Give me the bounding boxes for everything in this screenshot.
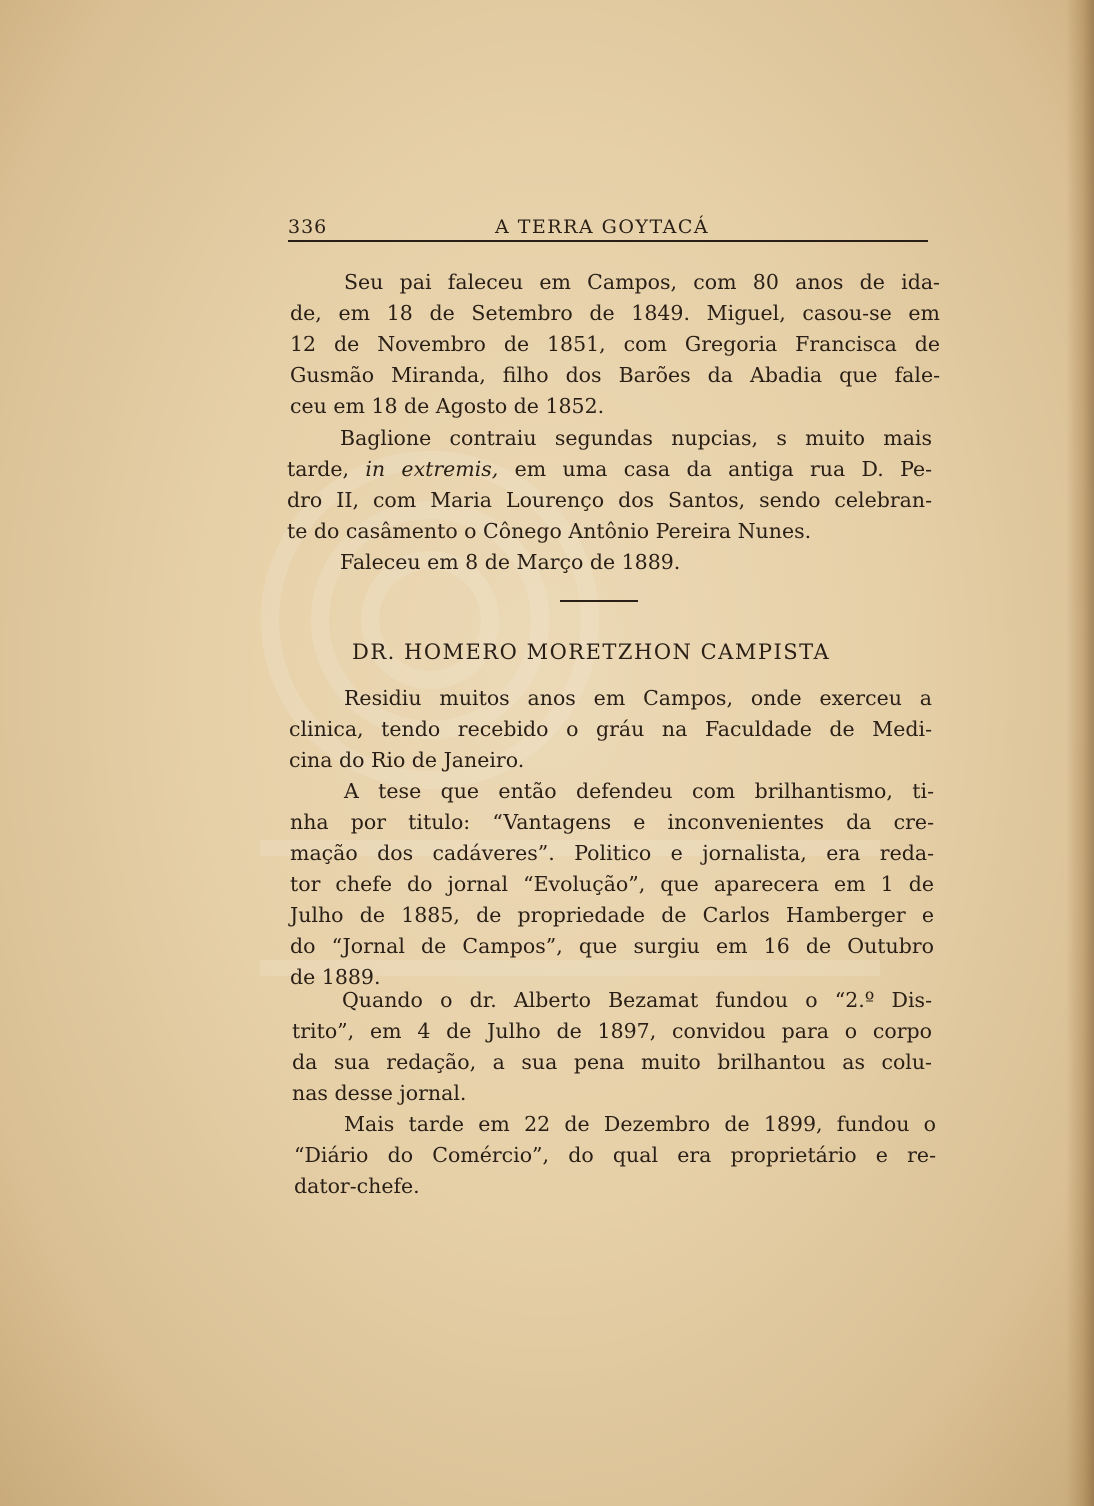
text-line: “Diário do Comércio”, do qual era proprietário e re- [294,1143,936,1167]
section-title: DR. HOMERO MORETZHON CAMPISTA [352,640,831,664]
page-edge-shadow [1066,0,1094,1506]
text-line: da sua redação, a sua pena muito brilhantou as colu- [292,1050,932,1074]
running-title: A TERRA GOYTACÁ [495,216,710,238]
text-line: Residiu muitos anos em Campos, onde exerceu a [344,686,932,710]
section-divider [560,600,638,602]
text-line: mação dos cadáveres”. Politico e jornalista, era reda- [290,841,934,865]
text-line-italic [287,459,932,480]
text-line: cina do Rio de Janeiro. [289,748,525,772]
text-line: Mais tarde em 22 de Dezembro de 1899, fundou o [344,1112,936,1136]
text-line: dro II, com Maria Lourenço dos Santos, sendo celebran- [287,488,932,512]
text-line: Seu pai faleceu em Campos, com 80 anos de ida- [344,270,940,294]
text-line: A tese que então defendeu com brilhantismo, ti- [344,779,934,803]
text-line: Faleceu em 8 de Março de 1889. [340,550,681,574]
text-line: tor chefe do jornal “Evolução”, que aparecera em 1 de [290,872,934,896]
running-header [288,212,928,240]
text-line: ceu em 18 de Agosto de 1852. [290,394,605,418]
text-span: tarde, [287,457,366,481]
page-number: 336 [288,216,328,238]
header-rule [288,240,928,242]
text-line: nha por titulo: “Vantagens e inconvenientes da cre- [290,810,934,834]
text-line: 12 de Novembro de 1851, com Gregoria Francisca de [290,332,940,356]
text-line: te do casâmento o Cônego Antônio Pereira Nunes. [287,519,812,543]
text-line: clinica, tendo recebido o gráu na Faculdade de Medi- [289,717,932,741]
text-line: do “Jornal de Campos”, que surgiu em 16 de Outubro [290,934,934,958]
text-line: de 1889. [290,965,381,989]
text-line: Quando o dr. Alberto Bezamat fundou o “2.º Dis- [342,988,932,1012]
text-line: de, em 18 de Setembro de 1849. Miguel, casou-se em [290,301,940,325]
text-line: Gusmão Miranda, filho dos Barões da Abadia que fale- [290,363,940,387]
text-line: trito”, em 4 de Julho de 1897, convidou para o corpo [292,1019,932,1043]
text-line: dator-chefe. [294,1174,420,1198]
italic-phrase: in extremis, [365,457,499,481]
text-line: Julho de 1885, de propriedade de Carlos Hamberger e [290,903,934,927]
text-line: Baglione contraiu segundas nupcias, s muito mais [340,426,932,450]
text-span: em uma casa da antiga rua D. Pe- [498,457,933,481]
text-line: nas desse jornal. [292,1081,467,1105]
